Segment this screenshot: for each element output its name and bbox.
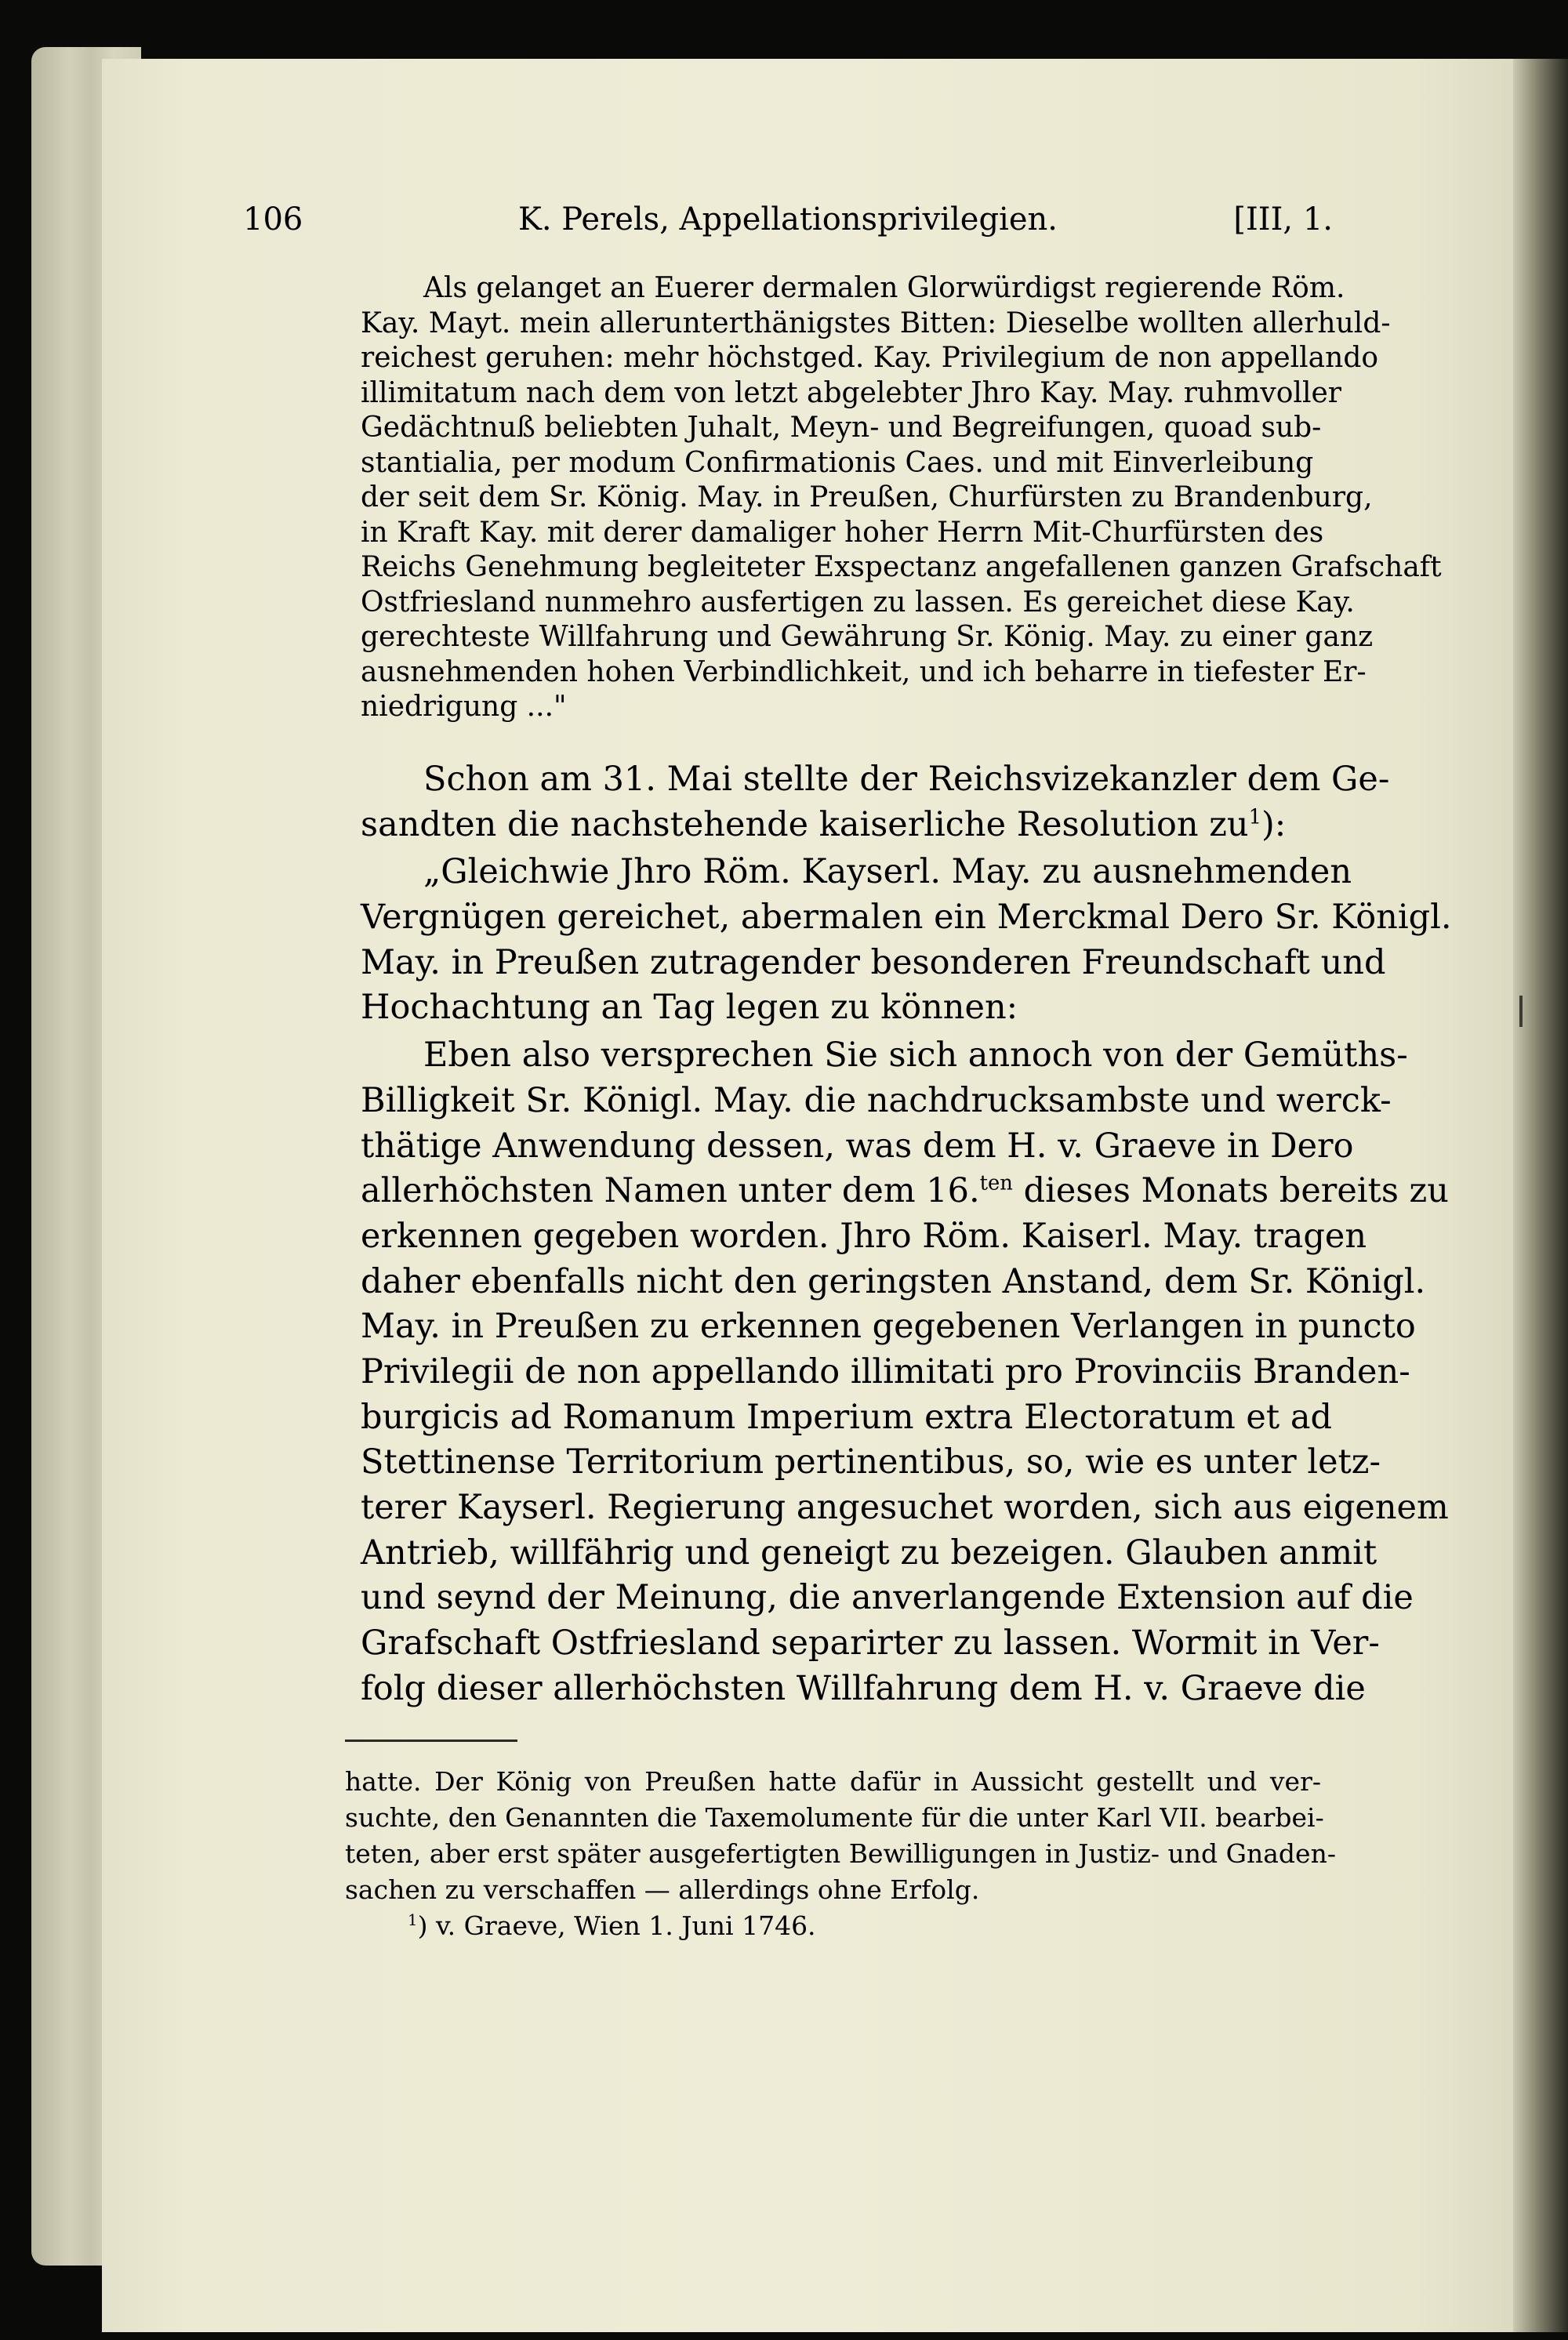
quote-line: niedrigung ..." bbox=[361, 691, 567, 723]
ordinal-suffix: ten bbox=[979, 1171, 1013, 1195]
quote-line: gerechteste Willfahrung und Gewährung Sr. König. May. zu einer ganz bbox=[361, 621, 1374, 653]
footnote-1 bbox=[345, 1908, 1321, 1944]
resolution-line: Stettinense Territorium pertinentibus, so, wie es unter letz- bbox=[361, 1442, 1381, 1482]
footnote-line: hatte. Der König von Preußen hatte dafür in Aussicht gestellt und ver- bbox=[345, 1766, 1321, 1797]
resolution-line: Hochachtung an Tag legen zu können: bbox=[361, 988, 1018, 1028]
resolution-line: May. in Preußen zutragender besonderen Freundschaft und bbox=[361, 942, 1386, 982]
resolution-line: Vergnügen gereichet, abermalen ein Merckmal Dero Sr. Königl. bbox=[361, 898, 1452, 938]
resolution-line bbox=[361, 1169, 1449, 1214]
resolution-line: Antrieb, willfährig und geneigt zu bezeigen. Glauben anmit bbox=[361, 1533, 1377, 1573]
petition-quote bbox=[361, 271, 1442, 725]
main-line bbox=[361, 803, 1311, 848]
resolution-line: Privilegii de non appellando illimitati pro Provinciis Branden- bbox=[361, 1351, 1410, 1391]
page-number: 106 bbox=[243, 201, 303, 238]
resolution-line: burgicis ad Romanum Imperium extra Electoratum et ad bbox=[361, 1397, 1332, 1437]
main-line-text: ): bbox=[1261, 804, 1287, 844]
quote-line: in Kraft Kay. mit derer damaliger hoher Herrn Mit-Churfürsten des bbox=[361, 516, 1324, 549]
quote-line: Gedächtnuß beliebten Juhalt, Meyn- und Begreifungen, quoad sub- bbox=[361, 412, 1322, 444]
resolution-line: thätige Anwendung dessen, was dem H. v. Graeve in Dero bbox=[361, 1126, 1354, 1166]
resolution-line: erkennen gegeben worden. Jhro Röm. Kaiserl. May. tragen bbox=[361, 1216, 1367, 1256]
footnote-marker: 1 bbox=[408, 1911, 418, 1929]
quote-line: Kay. Mayt. mein allerunterthänigstes Bitten: Dieselbe wollten allerhuld- bbox=[361, 307, 1391, 339]
footnotes bbox=[345, 1764, 1336, 1944]
quote-line: Als gelanget an Euerer dermalen Glorwürdigst regierende Röm. bbox=[423, 272, 1345, 304]
footnote-ref: 1 bbox=[1248, 805, 1261, 829]
running-title: K. Perels, Appellationsprivilegien. bbox=[517, 201, 1058, 238]
resolution-line: Billigkeit Sr. Königl. May. die nachdrucksambste und werck- bbox=[361, 1080, 1392, 1120]
resolution-line: terer Kayserl. Regierung angesuchet worden, sich aus eigenem bbox=[361, 1488, 1449, 1527]
footnote-line: suchte, den Genannten die Taxemolumente für die unter Karl VII. bearbei- bbox=[345, 1802, 1324, 1833]
resolution-line: folg dieser allerhöchsten Willfahrung dem H. v. Graeve die bbox=[361, 1668, 1366, 1708]
quote-line: Reichs Genehmung begleiteter Exspectanz angefallenen ganzen Grafschaft bbox=[361, 551, 1442, 583]
facing-page-edge bbox=[1513, 59, 1568, 2332]
quote-line: stantialia, per modum Confirmationis Caes. und mit Einverleibung bbox=[361, 446, 1314, 479]
resolution-line: daher ebenfalls nicht den geringsten Anstand, dem Sr. Königl. bbox=[361, 1261, 1426, 1301]
footnote-line: teten, aber erst später ausgefertigten Bewilligungen in Justiz- und Gnaden- bbox=[345, 1838, 1336, 1869]
section-marker: [III, 1. bbox=[1233, 201, 1333, 238]
main-line: Schon am 31. Mai stellte der Reichsvizekanzler dem Ge- bbox=[423, 760, 1390, 799]
quote-line: der seit dem Sr. König. May. in Preußen, Churfürsten zu Brandenburg, bbox=[361, 481, 1373, 513]
quote-line: reichest geruhen: mehr höchstged. Kay. Privilegium de non appellando bbox=[361, 342, 1379, 374]
quote-line: Ostfriesland nunmehro ausfertigen zu lassen. Es gereichet diese Kay. bbox=[361, 586, 1355, 619]
quote-line: illimitatum nach dem von letzt abgelebter Jhro Kay. May. ruhmvoller bbox=[361, 376, 1341, 409]
binding-mark bbox=[1519, 996, 1523, 1027]
footnote-line: sachen zu verschaffen — allerdings ohne Erfolg. bbox=[345, 1874, 980, 1905]
resolution-line: Grafschaft Ostfriesland separirter zu lassen. Wormit in Ver- bbox=[361, 1623, 1380, 1663]
main-line-text: sandten die nachstehende kaiserliche Resolution zu bbox=[361, 804, 1249, 844]
footnote-rule bbox=[345, 1740, 517, 1742]
running-header bbox=[243, 196, 1333, 243]
main-text bbox=[361, 757, 1452, 1711]
resolution-line: Eben also versprechen Sie sich annoch von der Gemüths- bbox=[423, 1036, 1408, 1076]
main-line-text: allerhöchsten Namen unter dem 16. bbox=[361, 1171, 980, 1211]
quote-line: ausnehmenden hohen Verbindlichkeit, und ich beharre in tiefester Er- bbox=[361, 655, 1367, 688]
main-line-text: dieses Monats bereits zu bbox=[1012, 1171, 1449, 1211]
resolution-line: May. in Preußen zu erkennen gegebenen Verlangen in puncto bbox=[361, 1307, 1416, 1347]
resolution-line: „Gleichwie Jhro Röm. Kayserl. May. zu ausnehmenden bbox=[423, 852, 1352, 892]
resolution-line: und seynd der Meinung, die anverlangende Extension auf die bbox=[361, 1578, 1414, 1618]
footnote-text: ) v. Graeve, Wien 1. Juni 1746. bbox=[417, 1910, 816, 1941]
